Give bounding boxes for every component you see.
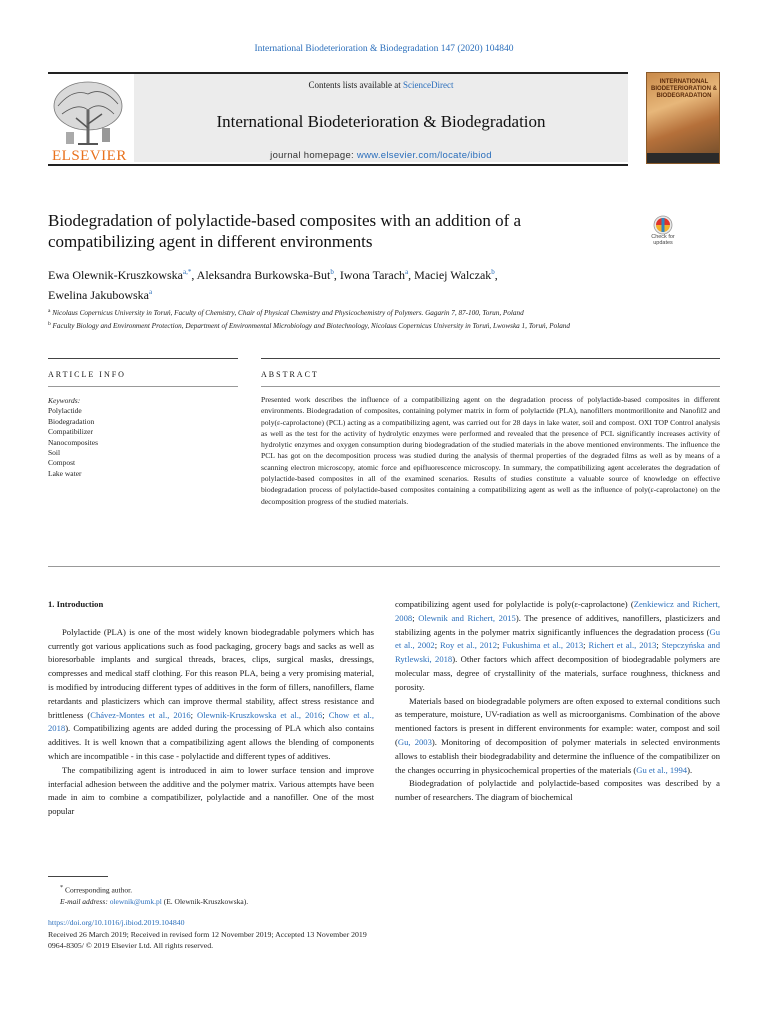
reference-link[interactable]: Olewnik and Richert, 2015 — [418, 612, 516, 623]
keyword: Lake water — [48, 468, 82, 478]
reference-link[interactable]: Fukushima et al., 2013 — [502, 640, 584, 651]
journal-title: International Biodeterioration & Biodegradation — [216, 112, 546, 131]
abstract-rule — [261, 358, 720, 359]
reference-link[interactable]: Gu et al., 2002 — [395, 626, 720, 651]
reference-link[interactable]: Roy et al., 2012 — [440, 640, 497, 651]
sciencedirect-link[interactable]: ScienceDirect — [403, 80, 454, 90]
author-name[interactable]: Maciej Walczak — [414, 268, 492, 282]
masthead-bottom-rule — [48, 164, 628, 166]
paragraph: compatibilizing agent used for polylactide is poly(ε-caprolactone) (Zenkiewicz and Richert, 2008; Olewnik and Richert, 2015). The presence of additives, nanofillers, plasticizers and stabilizing agents in the polymer matrix significantly influences the degradation process (Gu et al., 2002; Roy et al., 2012; Fukushima et al., 2013; Richert et al., 2013; Stepczyńska and Rytlewski, 2018). Other factors which affect decomposition of biodegradable polymers are molecular mass, degree of crystallinity of the materials, surface roughness, thickness and porosity. — [395, 599, 720, 692]
paragraph: Biodegradation of polylactide and polylactide-based composites was described by a number of researchers. The diagram of biochemical — [395, 778, 720, 803]
text-run: ). Compatibilizing agents are added during the processing of PLA which also contains additives. It is well known that a compatibilizing agent allows the blending of components which are incompatible - in this case - polylactide and different types of additives. — [48, 723, 374, 761]
journal-cover-image — [646, 72, 720, 164]
affiliation-b-marker: b — [48, 320, 51, 327]
text-run: Polylactide (PLA) is one of the most widely known biodegradable polymers which has currently got various applications such as food packaging, grocery bags and sacks as well as bioresorbable implants and surgical threads, braces, clips, surgical masks, dressings, compresses and medical staff clothing. For this reason PLA, being a very promising material, is modified by introducing different types of additives in the form of fillers, nanofillers, flame retardants and plasticizers which can improve thermal stability, affect stress resistance and brittleness ( — [48, 626, 374, 720]
masthead — [48, 72, 720, 164]
homepage-link[interactable]: www.elsevier.com/locate/ibiod — [356, 150, 492, 161]
affiliation-b — [48, 319, 720, 332]
corresponding-note: * Corresponding author. — [60, 884, 133, 895]
author-name[interactable]: Ewa Olewnik-Kruszkowska — [48, 268, 183, 282]
journal-citation-line[interactable]: International Biodeterioration & Biodegradation 147 (2020) 104840 — [254, 44, 514, 54]
reference-link[interactable]: Stepczyńska and Rytlewski, 2018 — [395, 640, 720, 665]
keyword: Soil — [48, 448, 61, 458]
author-separator: , — [408, 268, 415, 282]
section-title: 1. Introduction — [48, 599, 104, 609]
received-dates: Received 26 March 2019; Received in revised form 12 November 2019; Accepted 13 November 2019 — [48, 929, 367, 939]
keywords-block — [48, 396, 228, 479]
email-link[interactable]: olewnik@umk.pl — [109, 896, 162, 906]
abstract-heading: ABSTRACT — [261, 370, 319, 379]
author-name[interactable]: Aleksandra Burkowska-But — [196, 268, 331, 282]
affiliation-a-text: Nicolaus Copernicus University in Toruń, Faculty of Chemistry, Chair of Physical Chemistry and Physicochemistry of Polymers. Gagarin 7, 87-100, Torun, Poland — [52, 309, 524, 317]
body-right-column — [395, 598, 720, 805]
crossmark-label[interactable]: Check for updates — [651, 234, 675, 246]
text-run: compatibilizing agent used for polylactide is poly(ε-caprolactone) ( — [395, 599, 634, 609]
affiliation-a — [48, 306, 720, 319]
author-affiliation-marker[interactable]: a — [405, 268, 409, 276]
author-separator: , — [191, 268, 197, 282]
article-info-rule — [48, 358, 238, 359]
text-run: ). Monitoring of decomposition of polymer materials in selected environments allows to establish their biodegradability and determine the influence of the compatibilizer on the changes occurring in physicochemical properties of the materials ( — [395, 736, 720, 775]
reference-link[interactable]: Richert et al., 2013 — [588, 640, 657, 651]
author-list — [48, 264, 668, 304]
reference-link[interactable]: Zenkiewicz and Richert, 2008 — [395, 599, 720, 623]
affiliations — [48, 306, 720, 331]
contents-prefix: Contents lists available at — [308, 80, 403, 90]
article-title: Biodegradation of polylactide-based composites with an addition of a compatibilizing agent in different environments — [48, 211, 522, 251]
keyword: Biodegradation — [48, 416, 95, 426]
body-left-column — [48, 598, 374, 819]
author-affiliation-marker[interactable]: b — [330, 268, 334, 276]
article-meta — [48, 917, 648, 952]
cover-band — [647, 153, 719, 163]
keyword: Compost — [48, 458, 76, 468]
abstract-subrule — [261, 386, 720, 387]
reference-link[interactable]: Chow et al., 2018 — [48, 709, 374, 734]
affiliation-a-marker: a — [48, 308, 51, 314]
keyword: Polylactide — [48, 406, 82, 416]
keyword: Compatibilizer — [48, 427, 93, 437]
doi-link[interactable]: https://doi.org/10.1016/j.ibiod.2019.104840 — [48, 918, 185, 927]
keywords-label: Keywords: — [48, 396, 81, 405]
homepage-line — [134, 150, 628, 161]
footnote-rule — [48, 876, 108, 877]
paragraph: The compatibilizing agent is introduced in aim to lower surface tension and improve interfacial adhesion between the additive and the polymer matrix. Various attempts have been made in aim to combine a compatibilizer, polylactide and a nanofiller. One of the most popular — [48, 764, 374, 817]
footnote — [48, 882, 448, 907]
article-info-heading: ARTICLE INFO — [48, 370, 126, 379]
contents-line — [134, 80, 628, 90]
reference-link[interactable]: Olewnik-Kruszkowska et al., 2016 — [197, 709, 323, 720]
author-affiliation-marker[interactable]: b — [491, 268, 495, 276]
copyright: 0964-8305/ © 2019 Elsevier Ltd. All rights reserved. — [48, 941, 214, 950]
email-note — [48, 896, 448, 907]
keyword: Nanocomposites — [48, 437, 98, 447]
author-separator: , — [494, 268, 498, 282]
journal-banner — [134, 74, 628, 162]
homepage-prefix: journal homepage: — [270, 150, 357, 161]
article-info-subrule — [48, 386, 238, 387]
abstract-text: Presented work describes the influence of a compatibilizing agent on the degradation process of polylactide-based composites in different environments. Biodegradation of composites, containing polymer matrix in form of polylactide (PLA), nanofillers montmorillonite and Nanofil2 and poly(ε-caprolactone) (PCL) acting as a compatibilizing agent, was carried out for 28 days in lake water, soil and compost. OXI TOP Control analysis as well as the test for the activity of hydrolytic enzymes were performed and revealed that the presence of PCL significantly increases activity of hydrolytic enzymes and oxygen consumption during biodegradation of the studied materials in the above mentioned environments. The influence the PCL has got on the decomposition process was studied during the analysis of thermal properties of the degraded films as well as by means of a scanning electron microscopy, atomic force and epifluorescence microscopy. In summary, the compatibilizing agent accelerates the degradation of polylactide-based composites in all of the examined scenarios. Results of studies constitute a valuable source of knowledge on effective biodegradation process of polylactide-based composites containing a compatibilizing agent as well as the influence of poly(ε-caprolactone) on the decomposition progress of the studied materials. — [261, 395, 720, 506]
reference-link[interactable]: Chávez-Montes et al., 2016 — [90, 709, 191, 720]
reference-link[interactable]: Gu, 2003 — [397, 736, 432, 747]
author-name[interactable]: Ewelina Jakubowska — [48, 288, 149, 302]
text-run: ). Other factors which affect decomposition of biodegradable polymers are molecular mass, degree of crystallinity of the materials, surface roughness, thickness and porosity. — [395, 654, 720, 692]
author-affiliation-marker[interactable]: a — [148, 288, 153, 296]
author-name[interactable]: Iwona Tarach — [339, 268, 406, 282]
affiliation-b-text: Faculty Biology and Environment Protection, Department of Environmental Microbiology and Biotechnology, Nicolaus Copernicus University in Toruń, Lwowska 1, Toruń, Poland — [52, 321, 570, 330]
email-label: E-mail address: — [60, 896, 110, 906]
text-run: ). The presence of additives, nanofillers, plasticizers and stabilizing agents in the polymer matrix significantly influences the degradation process ( — [395, 612, 720, 637]
email-name: (E. Olewnik-Kruszkowska). — [161, 896, 249, 906]
author-affiliation-marker[interactable]: a,* — [182, 268, 192, 276]
paragraph — [395, 695, 720, 778]
paragraph: Polylactide (PLA) is one of the most widely known biodegradable polymers which has currently got various applications such as food packaging, grocery bags and sacks as well as bioresorbable implants and surgical threads, braces, clips, surgical masks, dressings, compresses and medical staff clothing. For this reason PLA, being a very promising material, is modified by introducing different types of additives in the form of fillers, nanofillers, flame retardants and plasticizers which can improve thermal stability, affect stress resistance and brittleness (Chávez-Montes et al., 2016; Olewnik-Kruszkowska et al., 2016; Chow et al., 2018). Compatibilizing agents are added during the processing of PLA which also contains additives. It is well known that a compatibilizing agent allows the blending of components which are incompatible - in this case - polylactide and different types of additives. — [48, 626, 374, 761]
text-run: Materials based on biodegradable polymers are often exposed to external conditions such as temperature, moisture, UV-radiation as well as microorganisms. Combination of the above mentioned factors is present in different environments for example: water, compost and soil ( — [395, 695, 720, 747]
author-separator: , — [333, 268, 340, 282]
abstract-bottom-rule — [48, 566, 720, 567]
reference-link[interactable]: Gu et al., 1994 — [636, 764, 688, 775]
corresponding-text: Corresponding author. — [65, 885, 133, 895]
text-run: ). — [687, 764, 693, 775]
publisher-name: ELSEVIER — [52, 148, 127, 164]
cover-title: INTERNATIONAL BIODETERIORATION & BIODEGRADATION — [651, 79, 717, 99]
